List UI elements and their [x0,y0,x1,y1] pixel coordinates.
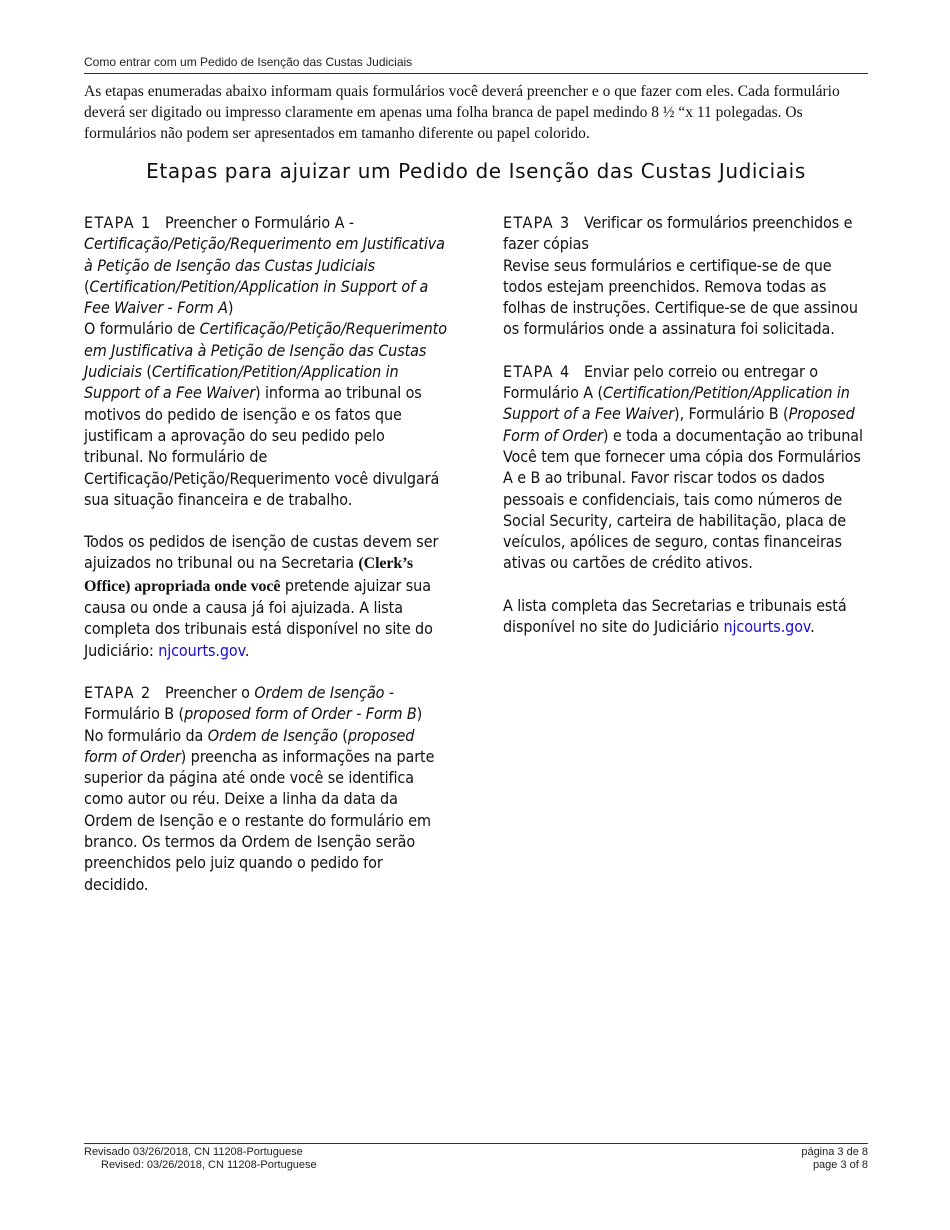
step-2 [84,682,448,895]
step-2-heading-b: Ordem de Isenção [254,682,385,702]
step-4-heading-d: Proposed Form of Order [503,404,855,445]
closing-text: A lista completa das Secretarias e tribunais está disponível no site do Judiciário [503,595,847,637]
step-2-body-d: proposed form of Order [84,725,415,766]
step-4-heading [503,361,867,446]
step-3-heading-text: Verificar os formulários preenchidos e fazer cópias [503,213,853,254]
header-title: Como entrar com um Pedido de Isenção das Custas Judiciais [84,55,413,69]
step-4-label: ETAPA 4 [503,361,571,381]
step-2-heading [84,682,448,725]
step-4-body: Você tem que fornecer uma cópia dos Formulários A e B ao tribunal. Favor riscar todos os dados pessoais e confidenciais, tais como números de Social Security, carteira de habilitação, placa de veículos, apólices de seguro, contas financeiras ativas ou cartões de crédito ativos. [503,446,861,573]
step-2-heading-d: proposed form of Order - Form B [184,704,417,724]
page-title: Etapas para ajuizar um Pedido de Isenção das Custas Judiciais [146,159,806,183]
step-3 [503,212,867,340]
step-2-label: ETAPA 2 [84,682,152,702]
filing-text-bold: (Clerk’s Office) apropriada onde você [84,555,413,595]
step-4 [503,361,867,574]
footer-page-en: page 3 of 8 [812,1159,868,1171]
step-1-body [84,318,448,510]
step-1-heading-a: Preencher o Formulário A - [164,213,354,232]
step-4-heading-c: ), Formulário B ( [674,404,789,424]
step-4-heading-e: ) e toda a documentação ao tribunal [602,425,863,445]
step-1-body-b: Certificação/Petição/Requerimento em Justificativa à Petição de Isenção das Custas Judiciais [84,319,447,382]
step-1-label: ETAPA 1 [84,213,152,232]
closing-paragraph [503,595,867,638]
closing-text-end: . [810,617,815,637]
filing-text-b: pretende ajuizar sua causa ou onde a causa já foi ajuizada. A lista completa dos tribunais está disponível no site do Judiciário: [84,575,433,660]
footer-revised-en: Revised: 03/26/2018, CN 11208-Portuguese [101,1159,317,1171]
step-3-label: ETAPA 3 [503,213,571,232]
step-1-body-d: Certification/Petition/Application in Support of a Fee Waiver [84,362,399,403]
step-1 [84,212,448,510]
step-4-heading-a: Enviar pelo correio ou entregar o Formulário A ( [503,361,818,403]
filing-text-c: . [244,640,250,660]
step-1-body-a: O formulário de [84,319,200,339]
step-2-body [84,725,448,895]
step-2-heading-e: ) [416,704,423,724]
footer-page-pt: página 3 de 8 [801,1146,868,1158]
step-4-heading-b: Certification/Petition/Application in Support of a Fee Waiver [503,383,850,424]
njcourts-link-closing[interactable]: njcourts.gov [723,617,811,637]
page-header [84,55,868,74]
step-1-heading [84,212,448,318]
step-2-body-c: ( [337,725,348,745]
njcourts-link[interactable]: njcourts.gov [158,640,245,660]
step-1-body-c: ( [141,362,152,382]
step-1-heading-e: ) [227,298,234,318]
right-column [503,212,867,658]
step-2-body-e: ) preencha as informações na parte superior da página até onde você se identifica como autor ou réu. Deixe a linha da data da Ordem de Isenção e o restante do formulário em branco. Os termos da Ordem de Isenção serão preenchidos pelo juiz quando o pedido for decidido. [84,746,435,894]
step-1-heading-d: Certification/Petition/Application in Support of a Fee Waiver - Form A [84,276,429,318]
filing-paragraph [84,531,448,661]
step-1-heading-b: Certificação/Petição/Requerimento em Justificativa à Petição de Isenção das Custas Judiciais [84,234,445,275]
step-3-heading [503,212,867,255]
intro-paragraph: As etapas enumeradas abaixo informam quais formulários você deverá preencher e o que fazer com eles. Cada formulário deverá ser digitado ou impresso claramente em apenas uma folha branca de papel medindo 8 ½ “x 11 polegadas. Os formulários não podem ser apresentados em tamanho diferente ou papel colorido. [84,83,840,142]
step-3-body: Revise seus formulários e certifique-se de que todos estejam preenchidos. Remova todas as folhas de instruções. Certifique-se de que assinou os formulários onde a assinatura foi solicitada. [503,255,858,339]
left-column [84,212,448,916]
page-footer [84,1143,868,1171]
footer-revised-pt: Revisado 03/26/2018, CN 11208-Portuguese [84,1146,303,1158]
step-1-heading-c: ( [84,276,90,296]
filing-text-a: Todos os pedidos de isenção de custas devem ser ajuizados no tribunal ou na Secretaria [84,532,439,573]
step-2-heading-c: - Formulário B ( [84,682,394,724]
step-2-body-a: No formulário da [84,725,208,745]
step-1-body-e: ) informa ao tribunal os motivos do pedido de isenção e os fatos que justificam a aprovação do seu pedido pelo tribunal. No formulário de Certificação/Petição/Requerimento você divulgará sua situação financeira e de trabalho. [84,383,440,509]
step-2-body-b: Ordem de Isenção [207,725,338,745]
step-2-heading-a: Preencher o [164,682,255,702]
